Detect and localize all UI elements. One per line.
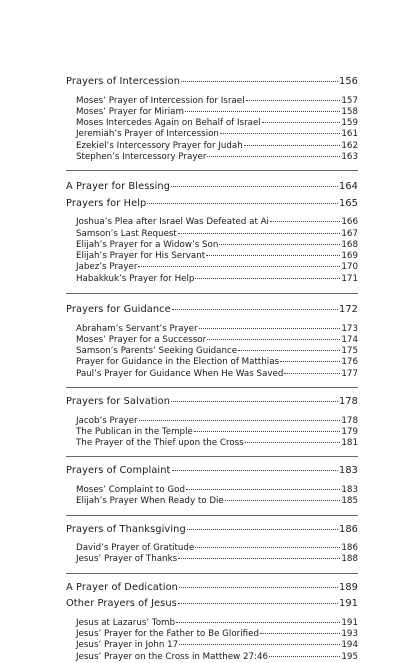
dot-leader xyxy=(244,145,341,146)
dot-leader xyxy=(270,221,340,222)
dot-leader xyxy=(280,361,340,362)
toc-entry[interactable] xyxy=(66,96,358,107)
dot-leader xyxy=(147,203,338,204)
dot-leader xyxy=(176,622,340,623)
toc-entry-title: Ezekiel’s Intercessory Prayer for Judah xyxy=(76,140,243,151)
toc-entry-title: Prayer for Guidance in the Election of Matthias xyxy=(76,357,280,368)
toc-entry[interactable] xyxy=(66,438,358,449)
toc-section xyxy=(66,293,358,387)
toc-entry-page-number: 175 xyxy=(341,346,358,357)
dot-leader xyxy=(187,529,338,530)
toc-entry-page-number: 174 xyxy=(341,334,358,345)
dot-leader xyxy=(194,431,341,432)
toc-entry-title: Abraham’s Servant’s Prayer xyxy=(76,323,198,334)
toc-entry[interactable] xyxy=(66,346,358,357)
dot-leader xyxy=(138,266,340,267)
toc-entry[interactable] xyxy=(66,496,358,507)
toc-entry[interactable] xyxy=(66,152,358,163)
dot-leader xyxy=(206,255,340,256)
toc-entry[interactable] xyxy=(66,229,358,240)
toc-entry[interactable] xyxy=(66,240,358,251)
toc-entry-page-number: 169 xyxy=(341,251,358,262)
toc-entry[interactable] xyxy=(66,274,358,285)
toc-entry-title: Jacob’s Prayer xyxy=(76,415,138,426)
toc-heading[interactable] xyxy=(66,394,358,411)
dot-leader xyxy=(172,470,339,471)
toc-entry-title: The Prayer of the Thief upon the Cross xyxy=(76,438,244,449)
toc-entry[interactable] xyxy=(66,357,358,368)
toc-section xyxy=(66,74,358,170)
toc-entry[interactable] xyxy=(66,217,358,228)
dot-leader xyxy=(284,373,340,374)
toc-heading-title: A Prayer for Blessing xyxy=(66,181,171,193)
toc-entry[interactable] xyxy=(66,369,358,380)
toc-heading-title: Prayers of Intercession xyxy=(66,76,181,87)
dot-leader xyxy=(178,233,341,234)
toc-entry-page-number: 176 xyxy=(341,357,358,368)
toc-entry-page-number: 193 xyxy=(341,628,358,639)
toc-heading-page-number: 178 xyxy=(339,396,358,408)
toc-entry-title: Jesus’ Prayer for the Father to Be Glorified xyxy=(76,628,259,639)
toc-entry-page-number: 191 xyxy=(341,617,358,628)
toc-section xyxy=(66,573,358,663)
toc-entry-page-number: 177 xyxy=(341,368,358,379)
dot-leader xyxy=(262,122,341,123)
toc-heading[interactable] xyxy=(66,596,358,613)
toc-entry-title: Elijah’s Prayer When Ready to Die xyxy=(76,496,224,507)
toc-entry[interactable] xyxy=(66,543,358,554)
toc-entry-page-number: 168 xyxy=(341,239,358,250)
toc-entry-title: David’s Prayer of Gratitude xyxy=(76,543,195,554)
toc-heading-page-number: 186 xyxy=(339,523,358,535)
dot-leader xyxy=(171,401,338,402)
toc-entry-page-number: 157 xyxy=(341,95,358,106)
dot-leader xyxy=(195,547,340,548)
dot-leader xyxy=(181,81,338,82)
toc-heading-page-number: 164 xyxy=(339,181,358,193)
toc-entry-page-number: 179 xyxy=(341,426,358,437)
toc-heading-title: Prayers for Salvation xyxy=(66,396,171,408)
toc-entry-title: Samson’s Parents’ Seeking Guidance xyxy=(76,346,238,357)
dot-leader xyxy=(220,133,340,134)
table-of-contents xyxy=(66,74,358,663)
toc-entry-page-number: 161 xyxy=(341,129,358,140)
toc-entry-title: Moses’ Prayer for a Successor xyxy=(76,334,207,345)
toc-section xyxy=(66,170,358,293)
toc-entry-page-number: 185 xyxy=(341,496,358,507)
dot-leader xyxy=(199,328,341,329)
dot-leader xyxy=(245,442,341,443)
toc-entry[interactable] xyxy=(66,416,358,427)
dot-leader xyxy=(178,558,340,559)
toc-heading-title: Other Prayers of Jesus xyxy=(66,598,177,610)
toc-entry-page-number: 181 xyxy=(341,438,358,449)
toc-heading-title: A Prayer of Dedication xyxy=(66,581,178,593)
toc-heading-title: Prayers of Thanksgiving xyxy=(66,523,186,535)
dot-leader xyxy=(179,644,340,645)
toc-heading-page-number: 172 xyxy=(339,304,358,316)
toc-heading[interactable] xyxy=(66,463,358,480)
toc-entry-page-number: 178 xyxy=(341,415,358,426)
dot-leader xyxy=(269,656,340,657)
toc-entry-page-number: 188 xyxy=(341,554,358,565)
toc-entry-title: Jesus’ Prayer on the Cross in Matthew 27:46 xyxy=(76,651,269,662)
toc-heading-title: Prayers of Complaint xyxy=(66,465,171,477)
toc-heading-title: Prayers for Guidance xyxy=(66,304,171,316)
dot-leader xyxy=(238,350,340,351)
toc-entry[interactable] xyxy=(66,427,358,438)
toc-entry-title: Joshua’s Plea after Israel Was Defeated at Ai xyxy=(76,217,269,228)
dot-leader xyxy=(225,500,341,501)
dot-leader xyxy=(171,186,338,187)
dot-leader xyxy=(172,309,338,310)
toc-entry[interactable] xyxy=(66,141,358,152)
toc-entry-title: Moses’ Prayer for Miriam xyxy=(76,106,184,117)
toc-entry-title: Samson’s Last Request xyxy=(76,228,177,239)
toc-entry-page-number: 186 xyxy=(341,543,358,554)
toc-heading-page-number: 183 xyxy=(339,465,358,477)
toc-entry-page-number: 170 xyxy=(341,262,358,273)
toc-entry-page-number: 159 xyxy=(341,118,358,129)
toc-entry-page-number: 162 xyxy=(341,140,358,151)
toc-entry-title: Jesus’ Prayer of Thanks xyxy=(76,554,178,565)
toc-entry-page-number: 194 xyxy=(341,640,358,651)
toc-entry[interactable] xyxy=(66,118,358,129)
toc-entry-title: The Publican in the Temple xyxy=(76,426,193,437)
toc-entry-title: Moses’ Prayer of Intercession for Israel xyxy=(76,95,245,106)
toc-entry-page-number: 167 xyxy=(341,228,358,239)
toc-heading[interactable] xyxy=(66,179,358,196)
toc-entry-page-number: 183 xyxy=(341,484,358,495)
toc-heading-page-number: 189 xyxy=(339,581,358,593)
toc-heading[interactable] xyxy=(66,196,358,213)
toc-entry[interactable] xyxy=(66,335,358,346)
toc-entry-title: Elijah’s Prayer for a Widow’s Son xyxy=(76,239,219,250)
toc-entry-title: Jabez’s Prayer xyxy=(76,262,138,273)
toc-heading-page-number: 165 xyxy=(339,197,358,209)
toc-entry-title: Habakkuk’s Prayer for Help xyxy=(76,273,195,284)
toc-entry[interactable] xyxy=(66,251,358,262)
toc-heading[interactable] xyxy=(66,302,358,319)
toc-entry[interactable] xyxy=(66,129,358,140)
toc-heading-title: Prayers for Help xyxy=(66,197,147,209)
toc-entry-page-number: 195 xyxy=(341,651,358,662)
toc-entry-title: Moses Intercedes Again on Behalf of Israel xyxy=(76,118,261,129)
toc-section xyxy=(66,515,358,573)
toc-heading[interactable] xyxy=(66,580,358,597)
dot-leader xyxy=(260,633,340,634)
toc-section xyxy=(66,387,358,456)
toc-entry-title: Jesus’ Prayer in John 17 xyxy=(76,640,179,651)
dot-leader xyxy=(179,587,338,588)
dot-leader xyxy=(246,100,341,101)
toc-section xyxy=(66,456,358,514)
toc-entry-title: Elijah’s Prayer for His Servant xyxy=(76,251,206,262)
toc-entry[interactable] xyxy=(66,618,358,629)
dot-leader xyxy=(185,111,340,112)
dot-leader xyxy=(178,603,338,604)
toc-heading[interactable] xyxy=(66,74,358,91)
toc-entry-title: Stephen’s Intercessory Prayer xyxy=(76,151,207,162)
toc-entry-title: Moses’ Complaint to God xyxy=(76,484,185,495)
toc-entry-page-number: 171 xyxy=(341,273,358,284)
dot-leader xyxy=(195,278,340,279)
toc-entry-title: Jeremiah’s Prayer of Intercession xyxy=(76,129,219,140)
toc-entry[interactable] xyxy=(66,554,358,565)
toc-entry-title: Jesus at Lazarus’ Tomb xyxy=(76,617,176,628)
dot-leader xyxy=(186,489,340,490)
toc-entry-page-number: 173 xyxy=(341,323,358,334)
toc-heading[interactable] xyxy=(66,522,358,539)
toc-entry[interactable] xyxy=(66,262,358,273)
dot-leader xyxy=(207,339,340,340)
toc-entry[interactable] xyxy=(66,640,358,651)
toc-entry-page-number: 166 xyxy=(341,217,358,228)
toc-entry[interactable] xyxy=(66,629,358,640)
dot-leader xyxy=(219,244,340,245)
toc-entry-page-number: 158 xyxy=(341,106,358,117)
toc-entry[interactable] xyxy=(66,107,358,118)
toc-entry-page-number: 163 xyxy=(341,151,358,162)
toc-heading-page-number: 191 xyxy=(339,598,358,610)
toc-entry[interactable] xyxy=(66,485,358,496)
toc-heading-page-number: 156 xyxy=(339,76,358,87)
toc-entry[interactable] xyxy=(66,324,358,335)
toc-entry[interactable] xyxy=(66,652,358,663)
dot-leader xyxy=(139,420,341,421)
toc-entry-title: Paul’s Prayer for Guidance When He Was Saved xyxy=(76,368,284,379)
dot-leader xyxy=(207,156,340,157)
